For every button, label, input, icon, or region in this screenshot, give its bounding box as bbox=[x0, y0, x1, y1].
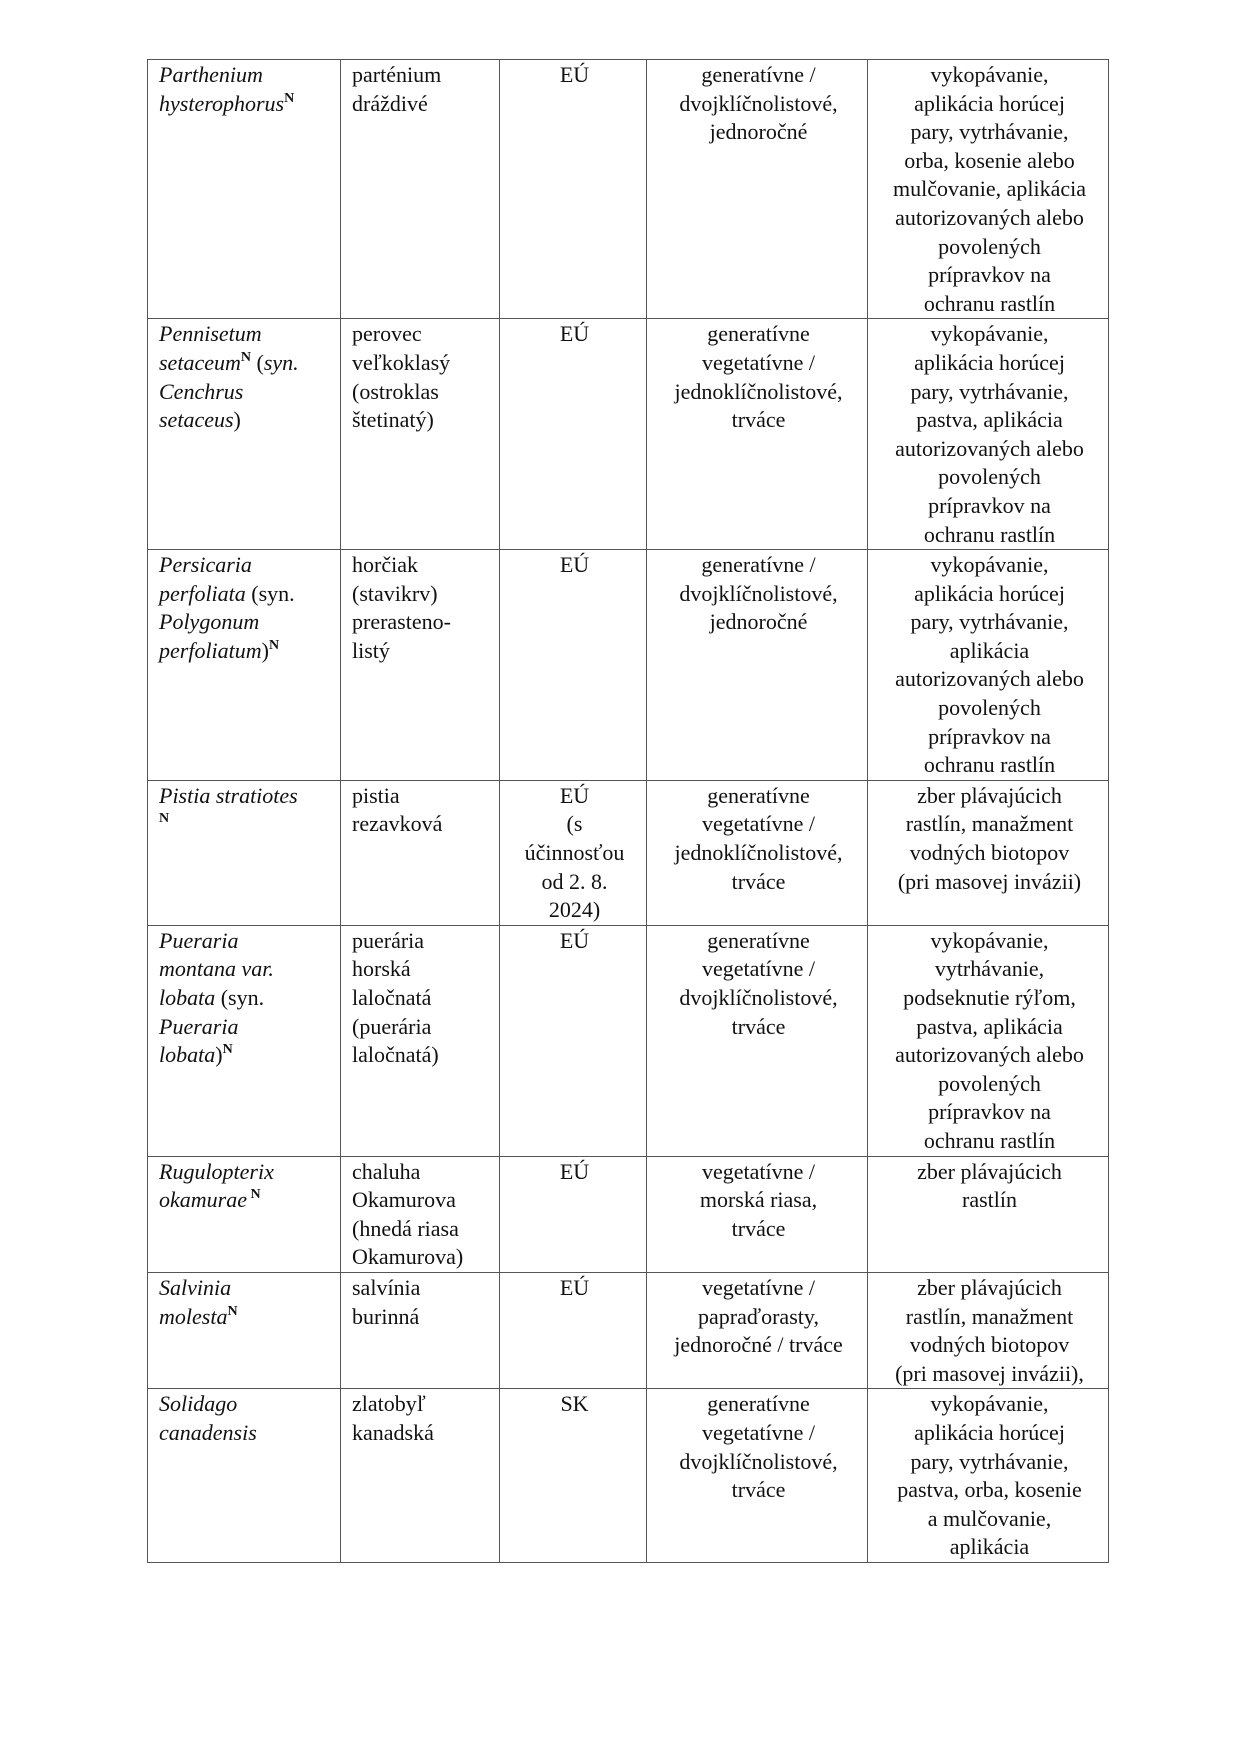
reproduction-line: generatívne bbox=[707, 321, 810, 347]
scientific-name-line bbox=[159, 608, 332, 637]
native-range-marker: N bbox=[222, 1042, 233, 1058]
scientific-name-cell bbox=[148, 1389, 341, 1563]
scientific-name-text: molesta bbox=[159, 1303, 228, 1329]
common-name-cell bbox=[341, 1156, 500, 1272]
reproduction-line: jednoročné bbox=[709, 119, 808, 145]
common-name-line: salvínia bbox=[352, 1274, 421, 1300]
common-name-line: (ostroklas bbox=[352, 378, 439, 404]
measures-line: prípravkov na bbox=[928, 262, 1051, 288]
common-name-line: Okamurova) bbox=[352, 1244, 464, 1270]
scientific-name-cell bbox=[148, 1156, 341, 1272]
measures-line: aplikácia horúcej bbox=[914, 1419, 1065, 1445]
scientific-name-text: Pueraria bbox=[159, 1013, 239, 1039]
scientific-name-text: Parthenium bbox=[159, 62, 263, 87]
measures-line: ochranu rastlín bbox=[923, 752, 1056, 778]
scientific-name-line bbox=[159, 1303, 332, 1332]
measures-line: prípravkov na bbox=[928, 723, 1051, 749]
measures-line: aplikácia horúcej bbox=[914, 90, 1065, 116]
common-name-line: horčiak bbox=[352, 552, 418, 578]
measures-line: vykopávanie, bbox=[930, 927, 1049, 953]
status-line: SK bbox=[560, 1391, 589, 1417]
scientific-name-text: Salvinia bbox=[159, 1274, 232, 1300]
native-range-marker: N bbox=[240, 349, 251, 365]
measures-line: pary, vytrhávanie, bbox=[910, 119, 1069, 145]
measures-cell bbox=[868, 550, 1109, 781]
scientific-name-text: Pennisetum bbox=[159, 321, 262, 347]
common-name-cell bbox=[341, 780, 500, 925]
reproduction-cell bbox=[647, 1389, 868, 1563]
measures-line: rastlín bbox=[962, 1187, 1017, 1213]
reproduction-line: trváce bbox=[731, 1215, 786, 1241]
common-name-line: dráždivé bbox=[352, 90, 428, 116]
status-line: EÚ bbox=[559, 1274, 590, 1300]
scientific-name-text: Polygonum bbox=[159, 609, 260, 635]
measures-line: vykopávanie, bbox=[930, 62, 1049, 87]
scientific-name-text: setaceus bbox=[159, 407, 234, 433]
measures-line: prípravkov na bbox=[928, 492, 1051, 518]
measures-line: autorizovaných alebo bbox=[895, 435, 1084, 461]
scientific-name-line bbox=[159, 637, 332, 666]
scientific-name-line bbox=[159, 1274, 332, 1303]
status-cell bbox=[500, 1156, 647, 1272]
reproduction-cell bbox=[647, 550, 868, 781]
native-range-marker: N bbox=[159, 811, 170, 827]
common-name-line: chaluha bbox=[352, 1158, 421, 1184]
measures-line: autorizovaných alebo bbox=[895, 1042, 1084, 1068]
reproduction-line: jednoročné bbox=[709, 609, 808, 635]
measures-line: pary, vytrhávanie, bbox=[910, 1448, 1069, 1474]
scientific-name-line bbox=[159, 782, 332, 811]
measures-line: povolených bbox=[938, 233, 1041, 259]
measures-line: vodných biotopov bbox=[909, 1332, 1070, 1358]
reproduction-cell bbox=[647, 925, 868, 1156]
reproduction-line: trváce bbox=[731, 407, 786, 433]
status-line: EÚ bbox=[559, 321, 590, 347]
reproduction-line: vegetatívne / bbox=[701, 1419, 815, 1445]
reproduction-line: dvojklíčnolistové, bbox=[679, 1448, 838, 1474]
scientific-name-text: Pueraria bbox=[159, 927, 239, 953]
measures-line: ochranu rastlín bbox=[923, 290, 1056, 316]
reproduction-line: vegetatívne / bbox=[701, 349, 815, 375]
measures-cell bbox=[868, 60, 1109, 319]
measures-line: zber plávajúcich bbox=[917, 1158, 1062, 1184]
scientific-name-line bbox=[159, 927, 332, 956]
status-line: EÚ bbox=[559, 62, 590, 87]
scientific-name-line bbox=[159, 406, 332, 435]
measures-line: zber plávajúcich bbox=[917, 782, 1062, 808]
common-name-cell bbox=[341, 319, 500, 550]
native-range-marker: N bbox=[246, 1187, 261, 1203]
measures-cell bbox=[868, 319, 1109, 550]
reproduction-line: trváce bbox=[731, 1477, 786, 1503]
status-cell bbox=[500, 925, 647, 1156]
reproduction-line: trváce bbox=[731, 868, 786, 894]
scientific-name-line bbox=[159, 90, 332, 119]
measures-line: vykopávanie, bbox=[930, 1391, 1049, 1417]
scientific-name-text: ) bbox=[215, 1042, 223, 1068]
status-line: 2024) bbox=[548, 897, 601, 923]
native-range-marker: N bbox=[284, 90, 295, 106]
table-row bbox=[148, 1389, 1109, 1563]
scientific-name-line bbox=[159, 349, 332, 378]
measures-line: rastlín, manažment bbox=[905, 1303, 1074, 1329]
status-cell bbox=[500, 780, 647, 925]
scientific-name-text: perfoliatum bbox=[159, 637, 262, 663]
common-name-line: veľkoklasý bbox=[352, 349, 451, 375]
reproduction-line: generatívne / bbox=[701, 62, 816, 87]
status-cell bbox=[500, 1389, 647, 1563]
measures-line: povolených bbox=[938, 464, 1041, 490]
common-name-line: (hnedá riasa bbox=[352, 1215, 459, 1241]
scientific-name-cell bbox=[148, 1272, 341, 1388]
measures-line: vodných biotopov bbox=[909, 840, 1070, 866]
reproduction-cell bbox=[647, 319, 868, 550]
reproduction-line: dvojklíčnolistové, bbox=[679, 580, 838, 606]
measures-line: aplikácia bbox=[949, 1534, 1030, 1560]
scientific-name-line bbox=[159, 1390, 332, 1419]
reproduction-line: dvojklíčnolistové, bbox=[679, 90, 838, 116]
measures-line: pastva, orba, kosenie bbox=[897, 1477, 1082, 1503]
species-table bbox=[147, 59, 1109, 1563]
common-name-line: (stavikrv) bbox=[352, 580, 438, 606]
scientific-name-text: hysterophorus bbox=[159, 90, 285, 116]
status-line: účinnosťou bbox=[524, 840, 625, 866]
reproduction-line: trváce bbox=[731, 1013, 786, 1039]
reproduction-line: morská riasa, bbox=[699, 1187, 818, 1213]
scientific-name-text: ( bbox=[250, 349, 264, 375]
measures-cell bbox=[868, 925, 1109, 1156]
common-name-line: laločnatá bbox=[352, 985, 432, 1010]
scientific-name-text: okamurae bbox=[159, 1187, 247, 1213]
common-name-line: pistia bbox=[352, 782, 400, 808]
native-range-marker: N bbox=[269, 637, 280, 653]
common-name-line: Okamurova bbox=[352, 1187, 456, 1213]
table-body bbox=[148, 60, 1109, 1563]
reproduction-line: vegetatívne / bbox=[701, 1158, 815, 1184]
measures-line: aplikácia horúcej bbox=[914, 580, 1065, 606]
measures-cell bbox=[868, 780, 1109, 925]
scientific-name-text: ) bbox=[261, 637, 269, 663]
reproduction-line: jednoklíčnolistové, bbox=[674, 840, 843, 866]
measures-line: podseknutie rýľom, bbox=[903, 985, 1076, 1010]
scientific-name-text: (syn. bbox=[245, 580, 295, 606]
measures-line: povolených bbox=[938, 1070, 1041, 1096]
common-name-line: listý bbox=[352, 637, 390, 663]
common-name-line: rezavková bbox=[352, 811, 443, 837]
measures-line: ochranu rastlín bbox=[923, 521, 1056, 547]
common-name-cell bbox=[341, 1389, 500, 1563]
measures-line: aplikácia bbox=[949, 637, 1030, 663]
scientific-name-cell bbox=[148, 925, 341, 1156]
status-cell bbox=[500, 319, 647, 550]
scientific-name-text: Persicaria bbox=[159, 552, 252, 578]
measures-cell bbox=[868, 1389, 1109, 1563]
measures-line: aplikácia horúcej bbox=[914, 349, 1065, 375]
common-name-cell bbox=[341, 1272, 500, 1388]
table-row bbox=[148, 550, 1109, 781]
scientific-name-text: ) bbox=[233, 407, 241, 433]
common-name-line: štetinatý) bbox=[352, 407, 434, 433]
measures-cell bbox=[868, 1272, 1109, 1388]
common-name-cell bbox=[341, 550, 500, 781]
scientific-name-cell bbox=[148, 319, 341, 550]
scientific-name-cell bbox=[148, 60, 341, 319]
common-name-line: puerária bbox=[352, 927, 425, 953]
measures-line: orba, kosenie alebo bbox=[904, 147, 1075, 173]
common-name-line: kanadská bbox=[352, 1419, 434, 1445]
reproduction-line: vegetatívne / bbox=[701, 811, 815, 837]
measures-line: pastva, aplikácia bbox=[916, 1013, 1063, 1039]
measures-line: autorizovaných alebo bbox=[895, 204, 1084, 230]
status-line: EÚ bbox=[559, 1158, 590, 1184]
status-line: od 2. 8. bbox=[541, 868, 608, 894]
measures-line: a mulčovanie, bbox=[927, 1505, 1052, 1531]
scientific-name-line bbox=[159, 1013, 332, 1042]
measures-line: pastva, aplikácia bbox=[916, 407, 1063, 433]
scientific-name-text: lobata bbox=[159, 985, 216, 1010]
measures-line: rastlín, manažment bbox=[905, 811, 1074, 837]
measures-line: povolených bbox=[938, 695, 1041, 721]
common-name-line: prerasteno- bbox=[352, 609, 451, 635]
scientific-name-cell bbox=[148, 780, 341, 925]
scientific-name-line bbox=[159, 1419, 332, 1448]
common-name-line: laločnatá) bbox=[352, 1042, 439, 1068]
status-cell bbox=[500, 60, 647, 319]
measures-line: pary, vytrhávanie, bbox=[910, 378, 1069, 404]
reproduction-line: generatívne bbox=[707, 1391, 810, 1417]
measures-line: mulčovanie, aplikácia bbox=[892, 176, 1087, 202]
measures-line: autorizovaných alebo bbox=[895, 666, 1084, 692]
scientific-name-line bbox=[159, 378, 332, 407]
scientific-name-text: Cenchrus bbox=[159, 378, 244, 404]
scientific-name-line bbox=[159, 1158, 332, 1187]
reproduction-line: jednoklíčnolistové, bbox=[674, 378, 843, 404]
scientific-name-text: Solidago bbox=[159, 1391, 238, 1417]
scientific-name-line bbox=[159, 984, 332, 1013]
common-name-line: zlatobyľ bbox=[352, 1391, 426, 1417]
scientific-name-text: Pistia stratiotes bbox=[159, 782, 298, 808]
status-line: EÚ bbox=[559, 927, 590, 953]
reproduction-line: jednoročné / trváce bbox=[674, 1332, 843, 1358]
scientific-name-text: setaceum bbox=[159, 349, 241, 375]
table-row bbox=[148, 60, 1109, 319]
scientific-name-line bbox=[159, 810, 332, 839]
scientific-name-line bbox=[159, 955, 332, 984]
measures-cell bbox=[868, 1156, 1109, 1272]
measures-line: pary, vytrhávanie, bbox=[910, 609, 1069, 635]
common-name-cell bbox=[341, 60, 500, 319]
reproduction-cell bbox=[647, 780, 868, 925]
scientific-name-text: perfoliata bbox=[159, 580, 246, 606]
status-cell bbox=[500, 1272, 647, 1388]
reproduction-line: vegetatívne / bbox=[701, 956, 815, 982]
measures-line: vykopávanie, bbox=[930, 321, 1049, 347]
reproduction-cell bbox=[647, 1156, 868, 1272]
reproduction-line: generatívne bbox=[707, 927, 810, 953]
common-name-line: parténium bbox=[352, 62, 442, 87]
scientific-name-text: montana var. bbox=[159, 956, 274, 982]
reproduction-line: papraďorasty, bbox=[698, 1303, 819, 1329]
native-range-marker: N bbox=[227, 1303, 238, 1319]
table-row bbox=[148, 1272, 1109, 1388]
measures-line: (pri masovej invázii) bbox=[897, 868, 1082, 894]
scientific-name-line bbox=[159, 551, 332, 580]
scientific-name-line bbox=[159, 61, 332, 90]
scientific-name-text: syn. bbox=[263, 349, 299, 375]
reproduction-line: generatívne / bbox=[701, 552, 816, 578]
reproduction-line: vegetatívne / bbox=[701, 1274, 815, 1300]
scientific-name-text: (syn. bbox=[215, 985, 265, 1010]
common-name-line: horská bbox=[352, 956, 411, 982]
table-row bbox=[148, 319, 1109, 550]
common-name-line: (puerária bbox=[352, 1013, 432, 1039]
table-row bbox=[148, 780, 1109, 925]
common-name-line: burinná bbox=[352, 1303, 420, 1329]
status-cell bbox=[500, 550, 647, 781]
measures-line: vytrhávanie, bbox=[934, 956, 1045, 982]
measures-line: zber plávajúcich bbox=[917, 1274, 1062, 1300]
measures-line: ochranu rastlín bbox=[923, 1127, 1056, 1153]
status-line: EÚ bbox=[559, 552, 590, 578]
table-row bbox=[148, 1156, 1109, 1272]
scientific-name-cell bbox=[148, 550, 341, 781]
table-row bbox=[148, 925, 1109, 1156]
scientific-name-line bbox=[159, 1186, 332, 1215]
scientific-name-line bbox=[159, 580, 332, 609]
status-line: EÚ bbox=[559, 782, 590, 808]
common-name-line: perovec bbox=[352, 321, 422, 347]
reproduction-cell bbox=[647, 60, 868, 319]
status-line: (s bbox=[566, 811, 583, 837]
measures-line: prípravkov na bbox=[928, 1099, 1051, 1125]
measures-line: (pri masovej invázii), bbox=[895, 1360, 1084, 1386]
measures-line: vykopávanie, bbox=[930, 552, 1049, 578]
reproduction-cell bbox=[647, 1272, 868, 1388]
scientific-name-line bbox=[159, 320, 332, 349]
scientific-name-line bbox=[159, 1041, 332, 1070]
reproduction-line: generatívne bbox=[707, 782, 810, 808]
scientific-name-text: Rugulopterix bbox=[159, 1158, 274, 1184]
scientific-name-text: canadensis bbox=[159, 1419, 257, 1445]
reproduction-line: dvojklíčnolistové, bbox=[679, 985, 838, 1010]
scientific-name-text: lobata bbox=[159, 1042, 216, 1068]
common-name-cell bbox=[341, 925, 500, 1156]
